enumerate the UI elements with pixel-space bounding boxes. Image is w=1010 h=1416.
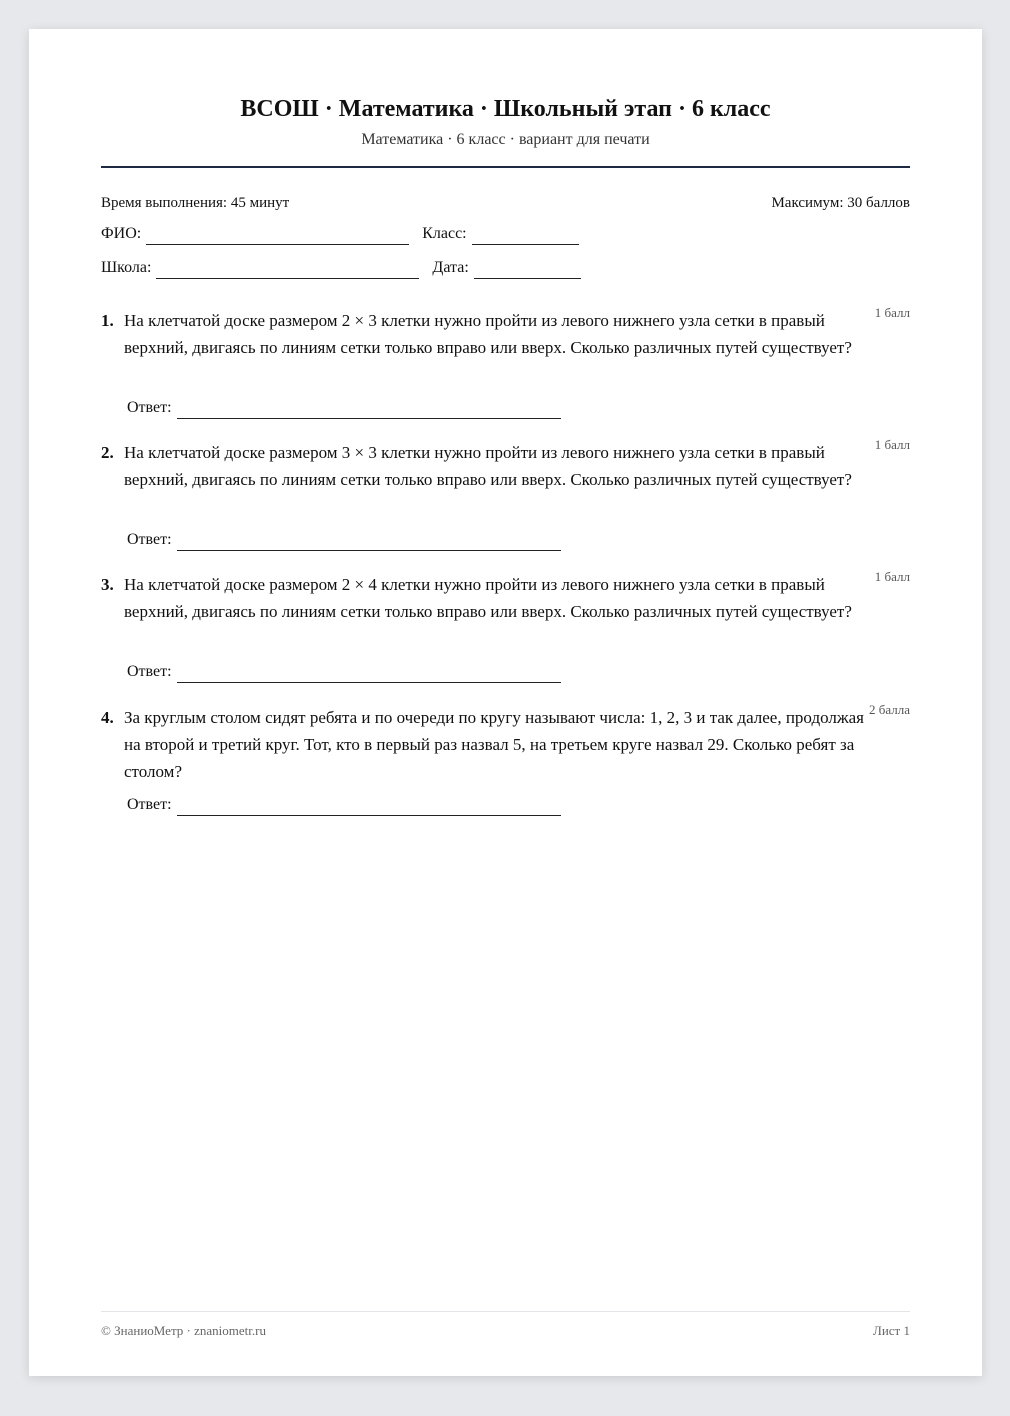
page-content bbox=[101, 29, 910, 1376]
answer-row bbox=[127, 661, 561, 683]
question-text: За круглым столом сидят ребята и по очереди по кругу называют числа: 1, 2, 3 и так далее, продолжая на второй и третий круг. Тот, кто в первый раз назвал 5, на третьем круге назвал 29. Сколько ребят за столом? bbox=[124, 708, 864, 781]
footer-copyright: © ЗнаниоМетр · znaniometr.ru bbox=[101, 1323, 266, 1338]
page-footer bbox=[101, 1322, 910, 1340]
fio-class-row bbox=[101, 223, 579, 245]
fio-field[interactable] bbox=[146, 228, 409, 245]
question-number: 1. bbox=[101, 311, 114, 330]
question-text: На клетчатой доске размером 3 × 3 клетки нужно пройти из левого нижнего узла сетки в правый верхний, двигаясь по линиям сетки только вправо или вверх. Сколько различных путей существует? bbox=[124, 443, 852, 489]
answer-field[interactable] bbox=[177, 799, 561, 816]
time-limit: Время выполнения: 45 минут bbox=[101, 195, 290, 211]
header-divider bbox=[101, 166, 910, 168]
answer-field[interactable] bbox=[177, 402, 561, 419]
answer-label: Ответ: bbox=[127, 531, 172, 548]
school-field[interactable] bbox=[156, 262, 419, 279]
question-points: 1 балл bbox=[874, 569, 910, 584]
question-number: 2. bbox=[101, 443, 114, 462]
answer-label: Ответ: bbox=[127, 399, 172, 416]
page-title: ВСОШ · Математика · Школьный этап · 6 класс bbox=[240, 96, 771, 122]
page-subtitle: Математика · 6 класс · вариант для печати bbox=[361, 131, 650, 148]
footer-divider bbox=[101, 1311, 910, 1312]
date-field[interactable] bbox=[474, 262, 581, 279]
question-number: 3. bbox=[101, 575, 114, 594]
answer-row bbox=[127, 794, 561, 816]
page-number: Лист 1 bbox=[873, 1323, 910, 1338]
answer-label: Ответ: bbox=[127, 796, 172, 813]
answer-field[interactable] bbox=[177, 534, 561, 551]
question-points: 2 балла bbox=[869, 702, 910, 717]
question-number: 4. bbox=[101, 708, 114, 727]
question-text: На клетчатой доске размером 2 × 3 клетки нужно пройти из левого нижнего узла сетки в правый верхний, двигаясь по линиям сетки только вправо или вверх. Сколько различных путей существует? bbox=[124, 311, 852, 357]
max-score: Максимум: 30 баллов bbox=[771, 195, 910, 211]
answer-row bbox=[127, 529, 561, 551]
school-date-row bbox=[101, 257, 581, 279]
fio-label: ФИО: bbox=[101, 225, 142, 242]
school-label: Школа: bbox=[101, 259, 152, 276]
question-points: 1 балл bbox=[874, 437, 910, 452]
answer-label: Ответ: bbox=[127, 663, 172, 680]
question-points: 1 балл bbox=[874, 305, 910, 320]
class-label: Класс: bbox=[422, 225, 467, 242]
answer-row bbox=[127, 397, 561, 419]
question-text: На клетчатой доске размером 2 × 4 клетки нужно пройти из левого нижнего узла сетки в правый верхний, двигаясь по линиям сетки только вправо или вверх. Сколько различных путей существует? bbox=[124, 575, 852, 621]
answer-field[interactable] bbox=[177, 666, 561, 683]
class-field[interactable] bbox=[472, 228, 579, 245]
worksheet-page bbox=[29, 29, 982, 1376]
meta-row bbox=[101, 193, 910, 213]
date-label: Дата: bbox=[432, 259, 469, 276]
